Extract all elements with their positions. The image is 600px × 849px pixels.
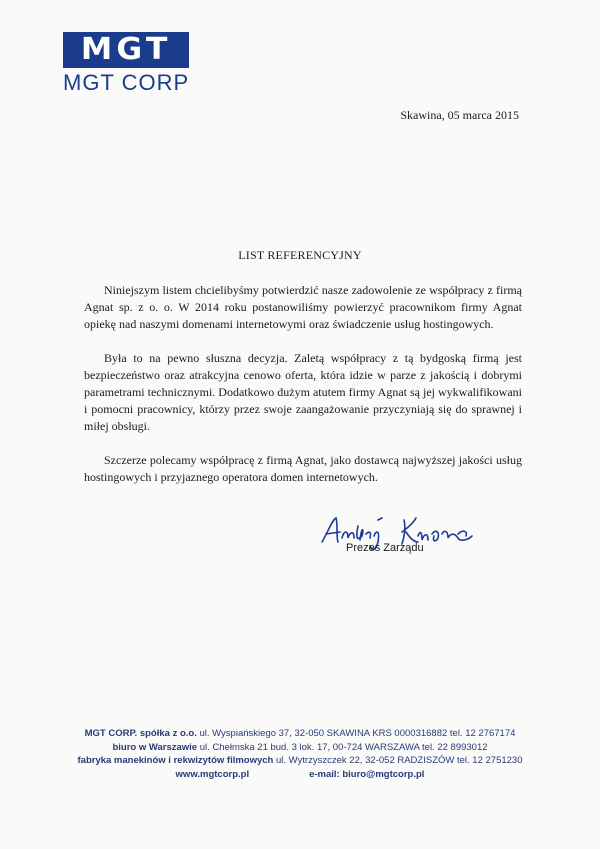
letter-date: Skawina, 05 marca 2015 <box>400 108 519 122</box>
footer-email-link[interactable]: e-mail: biuro@mgtcorp.pl <box>309 768 425 780</box>
footer-line-contact <box>0 768 600 782</box>
footer-hq-address: ul. Wyspiańskiego 37, 32-050 SKAWINA KRS 0000316882 tel. 12 2767174 <box>196 728 516 739</box>
footer-website-link[interactable]: www.mgtcorp.pl <box>175 768 250 780</box>
letterhead-footer <box>0 727 600 781</box>
company-logo <box>63 32 193 96</box>
logo-mark-text: MGT <box>80 32 172 67</box>
letter-title: LIST REFERENCYJNY <box>238 248 362 262</box>
footer-line-warsaw <box>0 741 600 755</box>
signature-caption: Prezes Zarządu <box>346 542 424 554</box>
logo-company-name: MGT CORP <box>63 70 190 95</box>
footer-warsaw-address: ul. Chełmska 21 bud. 3 lok. 17, 00-724 WARSZAWA tel. 22 8993012 <box>197 741 488 753</box>
paragraph-1: Niniejszym listem chcielibyśmy potwierdzić nasze zadowolenie ze współpracy z firmą Agnat sp. z o. o. W 2014 roku postanowiliśmy powierzyć pracownikom firmy Agnat opiekę nad naszymi domenami internetowymi oraz świadczenie usług hostingowych. <box>84 283 522 331</box>
footer-line-factory <box>0 754 600 768</box>
footer-factory-label: fabryka manekinów i rekwizytów filmowych <box>77 755 274 766</box>
letter-body <box>84 282 522 503</box>
footer-warsaw-label: biuro w Warszawie <box>112 741 198 753</box>
paragraph-3: Szczerze polecamy współpracę z firmą Agnat, jako dostawcą najwyższej jakości usług hostingowych i przyjaznego operatora domen internetowych. <box>84 453 522 484</box>
logo-mark <box>63 32 189 68</box>
paragraph-2: Była to na pewno słuszna decyzja. Zaletą współpracy z tą bydgoską firmą jest bezpieczeństwo oraz atrakcyjna cenowo oferta, która idzie w parze z jakością i dobrymi parametrami technicznymi. Dodatkowo dużym atutem firmy Agnat są jej wykwalifikowani i pomocni pracownicy, którzy przez swoje zaangażowanie przyczyniają się do sprawnej i miłej obsługi. <box>84 351 522 433</box>
footer-line-hq <box>0 727 600 741</box>
footer-factory-address: ul. Wytrzyszczek 22, 32-052 RADZISZÓW tel. 12 2751230 <box>273 755 523 766</box>
footer-company-name: MGT CORP. spółka z o.o. <box>84 728 197 739</box>
